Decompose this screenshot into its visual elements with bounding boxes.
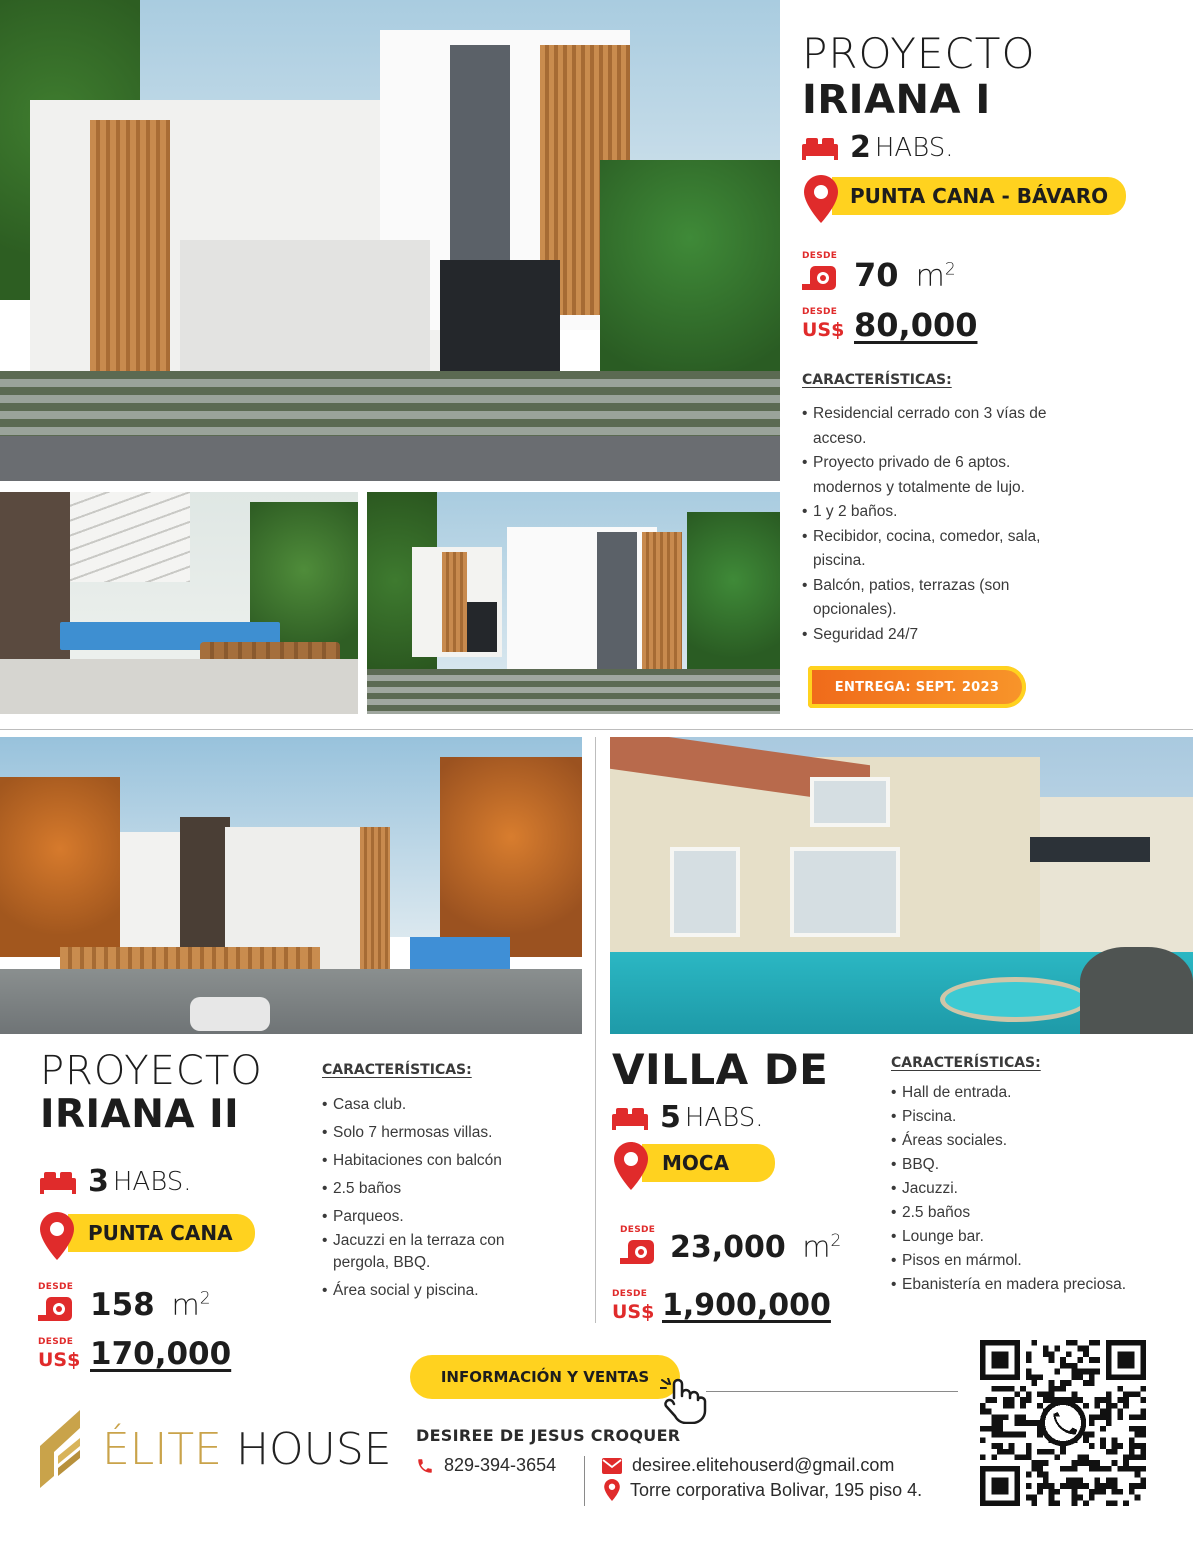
- footer-rule: [706, 1391, 958, 1392]
- villa-location-text: MOCA: [642, 1144, 775, 1182]
- iriana1-price-value: 80,000: [854, 306, 978, 344]
- contact-name: DESIREE DE JESUS CROQUER: [416, 1426, 681, 1445]
- list-item: • Habitaciones con balcón: [322, 1150, 562, 1172]
- list-item: • Pisos en mármol.: [891, 1249, 1181, 1273]
- villa-price-currency: US$: [612, 1301, 655, 1323]
- villa-photo: [610, 737, 1193, 1034]
- contact-email-text: desiree.elitehouserd@gmail.com: [632, 1455, 895, 1475]
- bed-icon: [802, 136, 838, 160]
- iriana2-price-desde: DESDE: [38, 1337, 74, 1347]
- list-item: • Recibidor, cocina, comedor, sala, piscina.: [802, 525, 1062, 574]
- villa-features-title: CARACTERÍSTICAS:: [891, 1055, 1041, 1071]
- iriana1-delivery-year: 2023: [961, 679, 1000, 695]
- iriana2-price-value: 170,000: [90, 1336, 232, 1372]
- list-item: • Jacuzzi.: [891, 1177, 1181, 1201]
- iriana2-features-list: [322, 1094, 562, 1302]
- iriana1-features-title: CARACTERÍSTICAS:: [802, 372, 952, 388]
- contact-divider: [584, 1456, 585, 1506]
- list-item: • Áreas sociales.: [891, 1129, 1181, 1153]
- iriana1-area-sup: 2: [944, 259, 956, 280]
- villa-price-desde: DESDE: [612, 1289, 648, 1299]
- contact-email[interactable]: [602, 1455, 894, 1476]
- iriana2-subtitle: IRIANA II: [40, 1092, 240, 1137]
- iriana1-location-text: PUNTA CANA - BÁVARO: [832, 177, 1126, 215]
- hand-pointer-icon: [660, 1378, 708, 1424]
- iriana2-area-desde: DESDE: [38, 1282, 74, 1292]
- iriana2-price-currency: US$: [38, 1349, 81, 1371]
- location-pin-icon: [614, 1142, 648, 1190]
- villa-title: VILLA DE: [612, 1045, 829, 1094]
- list-item: • Piscina.: [891, 1105, 1181, 1129]
- villa-features-list: [891, 1081, 1181, 1297]
- location-pin-icon: [804, 175, 838, 223]
- qr-code[interactable]: [980, 1340, 1146, 1506]
- phone-icon: [416, 1457, 434, 1475]
- iriana1-features-list: [802, 402, 1062, 647]
- iriana2-photo: [0, 737, 582, 1034]
- iriana2-area-value: [90, 1287, 211, 1323]
- iriana2-bedrooms: [40, 1164, 192, 1199]
- list-item: • Área social y piscina.: [322, 1280, 562, 1302]
- list-item: • Parqueos.: [322, 1206, 562, 1228]
- location-pin-icon: [40, 1212, 74, 1260]
- bed-icon: [40, 1170, 76, 1194]
- iriana1-area-value: [854, 256, 956, 294]
- tape-measure-icon: [38, 1295, 76, 1323]
- list-item: • 2.5 baños: [322, 1178, 562, 1200]
- iriana1-price-currency: US$: [802, 319, 845, 341]
- logo-emblem: [40, 1410, 88, 1488]
- iriana1-bedrooms-count: 2: [850, 130, 871, 165]
- iriana2-area: [38, 1283, 278, 1331]
- tape-measure-icon: [802, 264, 840, 292]
- iriana1-main-photo: [0, 0, 780, 481]
- iriana1-location: [804, 175, 1126, 223]
- villa-area-desde: DESDE: [620, 1225, 656, 1235]
- list-item: • Solo 7 hermosas villas.: [322, 1122, 562, 1144]
- list-item: • Casa club.: [322, 1094, 562, 1116]
- iriana2-title: PROYECTO: [40, 1048, 263, 1094]
- iriana1-subtitle: IRIANA I: [802, 77, 991, 123]
- column-divider: [595, 737, 596, 1323]
- list-item: • Seguridad 24/7: [802, 623, 1062, 648]
- contact-phone-text: 829-394-3654: [444, 1455, 557, 1475]
- iriana1-price-desde: DESDE: [802, 307, 838, 317]
- list-item: • Ebanistería en madera preciosa.: [891, 1273, 1181, 1297]
- elite-house-logo: [40, 1410, 400, 1490]
- villa-price: [612, 1290, 872, 1338]
- iriana1-area-unit: m: [915, 259, 945, 294]
- contact-address-text: Torre corporativa Bolivar, 195 piso 4.: [630, 1479, 923, 1500]
- bed-icon: [612, 1106, 648, 1130]
- list-item: • Proyecto privado de 6 aptos. modernos y totalmente de lujo.: [802, 451, 1062, 500]
- logo-word-elite: ÉLITE: [102, 1424, 222, 1475]
- iriana1-delivery-badge: [808, 666, 1026, 708]
- contact-phone[interactable]: [416, 1455, 556, 1476]
- iriana2-location: [40, 1212, 255, 1260]
- iriana1-area-number: 70: [854, 256, 899, 294]
- iriana2-location-text: PUNTA CANA: [68, 1214, 255, 1252]
- villa-area-sup: 2: [830, 1231, 842, 1251]
- logo-word-house: HOUSE: [221, 1424, 392, 1475]
- contact-address: [604, 1479, 922, 1501]
- villa-bedrooms-count: 5: [660, 1100, 681, 1135]
- list-item: • Jacuzzi en la terraza con pergola, BBQ.: [322, 1230, 512, 1274]
- location-pin-icon: [604, 1479, 620, 1501]
- iriana2-bedrooms-count: 3: [88, 1164, 109, 1199]
- list-item: • 2.5 baños: [891, 1201, 1181, 1225]
- list-item: • Balcón, patios, terrazas (son opcionales).: [802, 574, 1062, 623]
- tape-measure-icon: [620, 1238, 658, 1266]
- section-divider: [0, 729, 1193, 730]
- list-item: • Residencial cerrado con 3 vías de acceso.: [802, 402, 1062, 451]
- villa-bedrooms-label: HABS.: [684, 1102, 764, 1133]
- villa-area-value: [670, 1230, 841, 1265]
- iriana2-price: [38, 1338, 278, 1386]
- villa-area-number: 23,000: [670, 1230, 786, 1265]
- villa-location: [614, 1142, 775, 1190]
- info-sales-button[interactable]: INFORMACIÓN Y VENTAS: [410, 1355, 680, 1399]
- iriana1-bedrooms: [802, 130, 954, 165]
- iriana2-area-unit: m: [171, 1288, 200, 1322]
- list-item: • 1 y 2 baños.: [802, 500, 1062, 525]
- logo-wordmark: [102, 1424, 392, 1475]
- iriana2-bedrooms-label: HABS.: [112, 1166, 192, 1197]
- list-item: • Lounge bar.: [891, 1225, 1181, 1249]
- iriana2-area-number: 158: [90, 1287, 155, 1323]
- iriana1-bedrooms-label: HABS.: [874, 132, 954, 163]
- iriana2-area-sup: 2: [199, 1288, 211, 1309]
- iriana1-price: [802, 308, 1122, 356]
- iriana1-delivery-label: ENTREGA: SEPT.: [834, 679, 957, 695]
- iriana2-features-title: CARACTERÍSTICAS:: [322, 1062, 472, 1078]
- iriana1-area: [802, 252, 1102, 300]
- list-item: • Hall de entrada.: [891, 1081, 1181, 1105]
- iriana1-title: PROYECTO: [802, 29, 1036, 78]
- villa-area-unit: m: [802, 1230, 831, 1264]
- list-item: • BBQ.: [891, 1153, 1181, 1177]
- mail-icon: [602, 1458, 622, 1474]
- villa-price-value: 1,900,000: [662, 1288, 831, 1323]
- iriana1-pool-photo: [0, 492, 358, 714]
- villa-bedrooms: [612, 1100, 764, 1135]
- iriana1-front-photo: [367, 492, 780, 714]
- iriana1-area-desde: DESDE: [802, 251, 838, 261]
- villa-area: [612, 1226, 872, 1274]
